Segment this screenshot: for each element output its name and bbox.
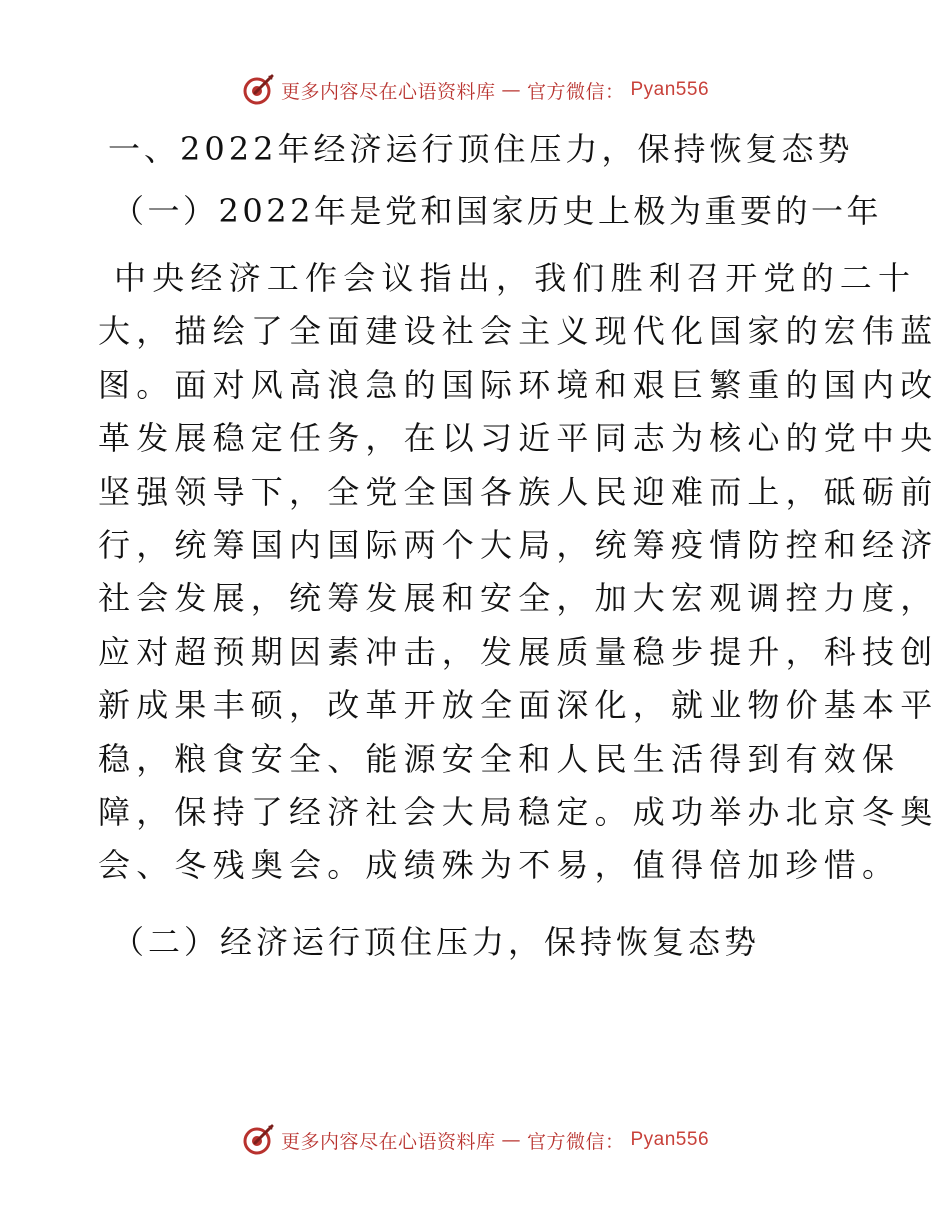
paragraph-line: 稳，粮食安全、能源安全和人民生活得到有效保 [98, 739, 901, 778]
pen-swirl-logo-icon [241, 1123, 275, 1157]
banner-wechat-label: 官方微信： [526, 1130, 625, 1153]
paragraph-line: 障，保持了经济社会大局稳定。成功举办北京冬奥 [98, 793, 939, 832]
banner-site-text: 更多内容尽在心语资料库 [280, 80, 496, 103]
paragraph-line: 图。面对风高浪急的国际环境和艰巨繁重的国内改 [98, 365, 939, 404]
banner-dash: — [501, 1129, 521, 1151]
paragraph-line: 社会发展，统筹发展和安全，加大宏观调控力度， [98, 579, 939, 618]
paragraph-line: 坚强领导下，全党全国各族人民迎难而上，砥砺前 [98, 472, 939, 511]
subsection-heading-1: （一）2022年是党和国家历史上极为重要的一年 [112, 192, 882, 230]
banner-site-text: 更多内容尽在心语资料库 [280, 1130, 496, 1153]
paragraph-line: 革发展稳定任务，在以习近平同志为核心的党中央 [98, 419, 939, 458]
paragraph-line: 会、冬残奥会。成绩殊为不易，值得倍加珍惜。 [98, 846, 901, 885]
paragraph-line: 大，描绘了全面建设社会主义现代化国家的宏伟蓝 [98, 312, 939, 351]
banner-wechat-id: Pyan556 [630, 79, 710, 100]
section-heading-1: 一、2022年经济运行顶住压力，保持恢复态势 [108, 130, 854, 168]
paragraph-line: 应对超预期因素冲击，发展质量稳步提升，科技创 [98, 632, 939, 671]
pen-swirl-logo-icon [241, 73, 275, 107]
banner-wechat-id: Pyan556 [630, 1129, 710, 1150]
document-body [98, 122, 939, 969]
banner-dash: — [501, 79, 521, 101]
paragraph-line: 新成果丰硕，改革开放全面深化，就业物价基本平 [98, 686, 939, 725]
footer-banner [0, 1120, 950, 1160]
paragraph-line: 中央经济工作会议指出，我们胜利召开党的二十 [114, 259, 917, 297]
paragraph-line: 行，统筹国内国际两个大局，统筹疫情防控和经济 [98, 526, 939, 565]
body-paragraph [98, 252, 939, 893]
header-banner [0, 70, 950, 110]
subsection-heading-2: （二）经济运行顶住压力，保持恢复态势 [112, 922, 761, 961]
banner-wechat-label: 官方微信： [526, 80, 625, 103]
